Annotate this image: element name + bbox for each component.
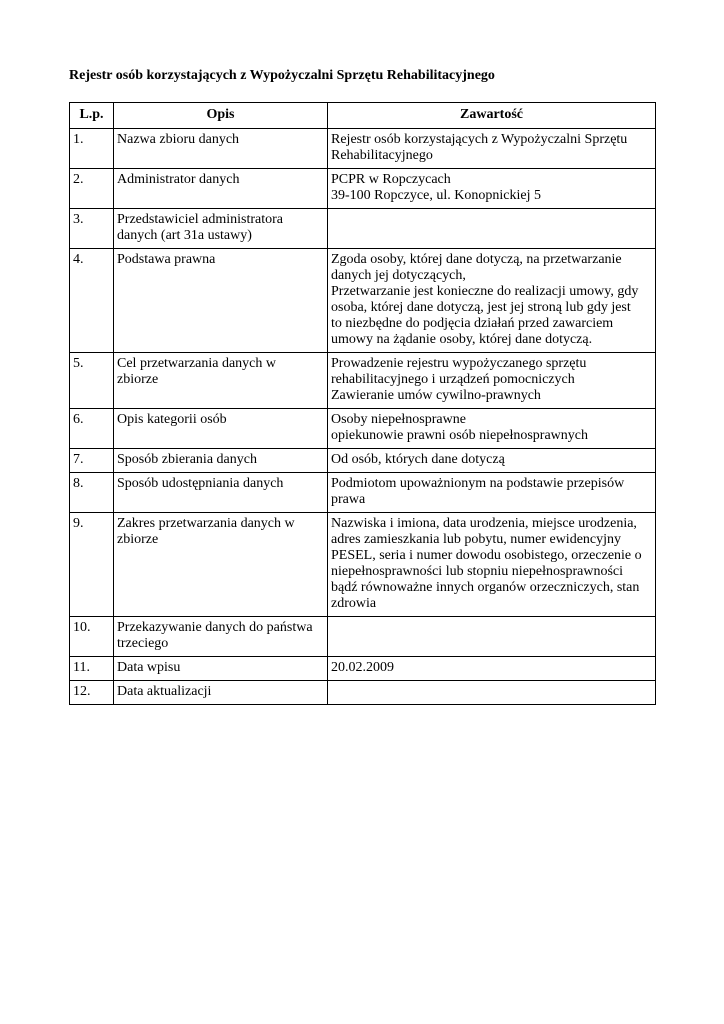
opis-text: trzeciego xyxy=(117,636,169,651)
register-table xyxy=(69,102,656,705)
opis-text: Administrator danych xyxy=(117,172,240,187)
opis-cell xyxy=(114,249,328,353)
zawartosc-text: Rehabilitacyjnego xyxy=(331,148,433,163)
table-row xyxy=(70,681,656,705)
opis-text: Przedstawiciel administratora xyxy=(117,212,283,227)
zawartosc-cell-empty xyxy=(328,209,656,249)
opis-cell xyxy=(114,169,328,209)
zawartosc-cell-empty xyxy=(328,617,656,657)
lp-cell: 10. xyxy=(70,617,114,657)
zawartosc-text: Zawieranie umów cywilno-prawnych xyxy=(331,388,541,403)
column-header-zawartosc: Zawartość xyxy=(328,103,656,129)
zawartosc-cell xyxy=(328,473,656,513)
zawartosc-cell xyxy=(328,249,656,353)
zawartosc-cell xyxy=(328,169,656,209)
zawartosc-text: 39-100 Ropczyce, ul. Konopnickiej 5 xyxy=(331,188,541,203)
opis-cell xyxy=(114,353,328,409)
opis-text: Cel przetwarzania danych w xyxy=(117,356,276,371)
zawartosc-text: Prowadzenie rejestru wypożyczanego sprzętu xyxy=(331,356,587,371)
zawartosc-text: Podmiotom upoważnionym na podstawie przepisów xyxy=(331,476,625,491)
zawartosc-text: opiekunowie prawni osób niepełnosprawnych xyxy=(331,428,588,443)
lp-cell: 1. xyxy=(70,129,114,169)
opis-text: Opis kategorii osób xyxy=(117,412,227,427)
zawartosc-cell-empty xyxy=(328,681,656,705)
opis-cell xyxy=(114,129,328,169)
lp-cell: 4. xyxy=(70,249,114,353)
zawartosc-text: Przetwarzanie jest konieczne do realizacji umowy, gdy xyxy=(331,284,639,299)
opis-text: Sposób zbierania danych xyxy=(117,452,257,467)
opis-text: danych (art 31a ustawy) xyxy=(117,228,252,243)
lp-cell: 9. xyxy=(70,513,114,617)
lp-cell: 7. xyxy=(70,449,114,473)
table-row xyxy=(70,449,656,473)
lp-cell: 8. xyxy=(70,473,114,513)
zawartosc-text: rehabilitacyjnego i urządzeń pomocniczych xyxy=(331,372,575,387)
table-row xyxy=(70,129,656,169)
lp-cell: 11. xyxy=(70,657,114,681)
zawartosc-text: prawa xyxy=(331,492,366,507)
zawartosc-text: Zgoda osoby, której dane dotyczą, na przetwarzanie xyxy=(331,252,622,267)
zawartosc-text: to niezbędne do podjęcia działań przed zawarciem xyxy=(331,316,614,331)
opis-cell xyxy=(114,681,328,705)
opis-text: Podstawa prawna xyxy=(117,252,216,267)
opis-text: Data aktualizacji xyxy=(117,684,212,699)
table-row xyxy=(70,169,656,209)
page-title: Rejestr osób korzystających z Wypożyczalni Sprzętu Rehabilitacyjnego xyxy=(69,68,495,83)
opis-text: Zakres przetwarzania danych w xyxy=(117,516,295,531)
lp-cell: 6. xyxy=(70,409,114,449)
table-row xyxy=(70,353,656,409)
opis-text: Przekazywanie danych do państwa xyxy=(117,620,313,635)
opis-text: Nazwa zbioru danych xyxy=(117,132,240,147)
zawartosc-text: Od osób, których dane dotyczą xyxy=(331,452,505,467)
zawartosc-cell xyxy=(328,353,656,409)
opis-text: zbiorze xyxy=(117,532,159,547)
zawartosc-text: Osoby niepełnosprawne xyxy=(331,412,466,427)
opis-cell xyxy=(114,657,328,681)
table-row xyxy=(70,409,656,449)
table-row xyxy=(70,617,656,657)
opis-cell xyxy=(114,513,328,617)
zawartosc-text: 20.02.2009 xyxy=(331,660,394,675)
table-row xyxy=(70,209,656,249)
opis-cell xyxy=(114,617,328,657)
zawartosc-cell xyxy=(328,449,656,473)
opis-text: zbiorze xyxy=(117,372,159,387)
column-header-lp: L.p. xyxy=(70,103,114,129)
lp-cell: 2. xyxy=(70,169,114,209)
zawartosc-text: Nazwiska i imiona, data urodzenia, miejsce urodzenia, adres zamieszkania lub pobytu, numer ewidencyjny PESEL, seria i numer dowodu osobistego, orzeczenie o niepełnosprawności lub stopniu niepełnosprawności bądź równoważne innych organów orzeczniczych, stan zdrowia xyxy=(331,516,642,611)
opis-cell xyxy=(114,209,328,249)
zawartosc-text: osoba, której dane dotyczą, jest jej stroną lub gdy jest xyxy=(331,300,631,315)
zawartosc-cell xyxy=(328,657,656,681)
zawartosc-cell xyxy=(328,513,656,617)
table-row xyxy=(70,249,656,353)
table-row xyxy=(70,657,656,681)
opis-cell xyxy=(114,449,328,473)
zawartosc-text: PCPR w Ropczycach xyxy=(331,172,451,187)
opis-text: Data wpisu xyxy=(117,660,181,675)
column-header-opis: Opis xyxy=(114,103,328,129)
zawartosc-text: umowy na żądanie osoby, której dane dotyczą. xyxy=(331,332,593,347)
opis-cell xyxy=(114,409,328,449)
lp-cell: 12. xyxy=(70,681,114,705)
lp-cell: 5. xyxy=(70,353,114,409)
table-row xyxy=(70,473,656,513)
zawartosc-text: Rejestr osób korzystających z Wypożyczalni Sprzętu xyxy=(331,132,628,147)
zawartosc-cell xyxy=(328,129,656,169)
opis-cell xyxy=(114,473,328,513)
zawartosc-text: danych jej dotyczących, xyxy=(331,268,466,283)
lp-cell: 3. xyxy=(70,209,114,249)
opis-text: Sposób udostępniania danych xyxy=(117,476,284,491)
zawartosc-cell xyxy=(328,409,656,449)
table-row xyxy=(70,513,656,617)
table-header-row xyxy=(70,103,656,129)
